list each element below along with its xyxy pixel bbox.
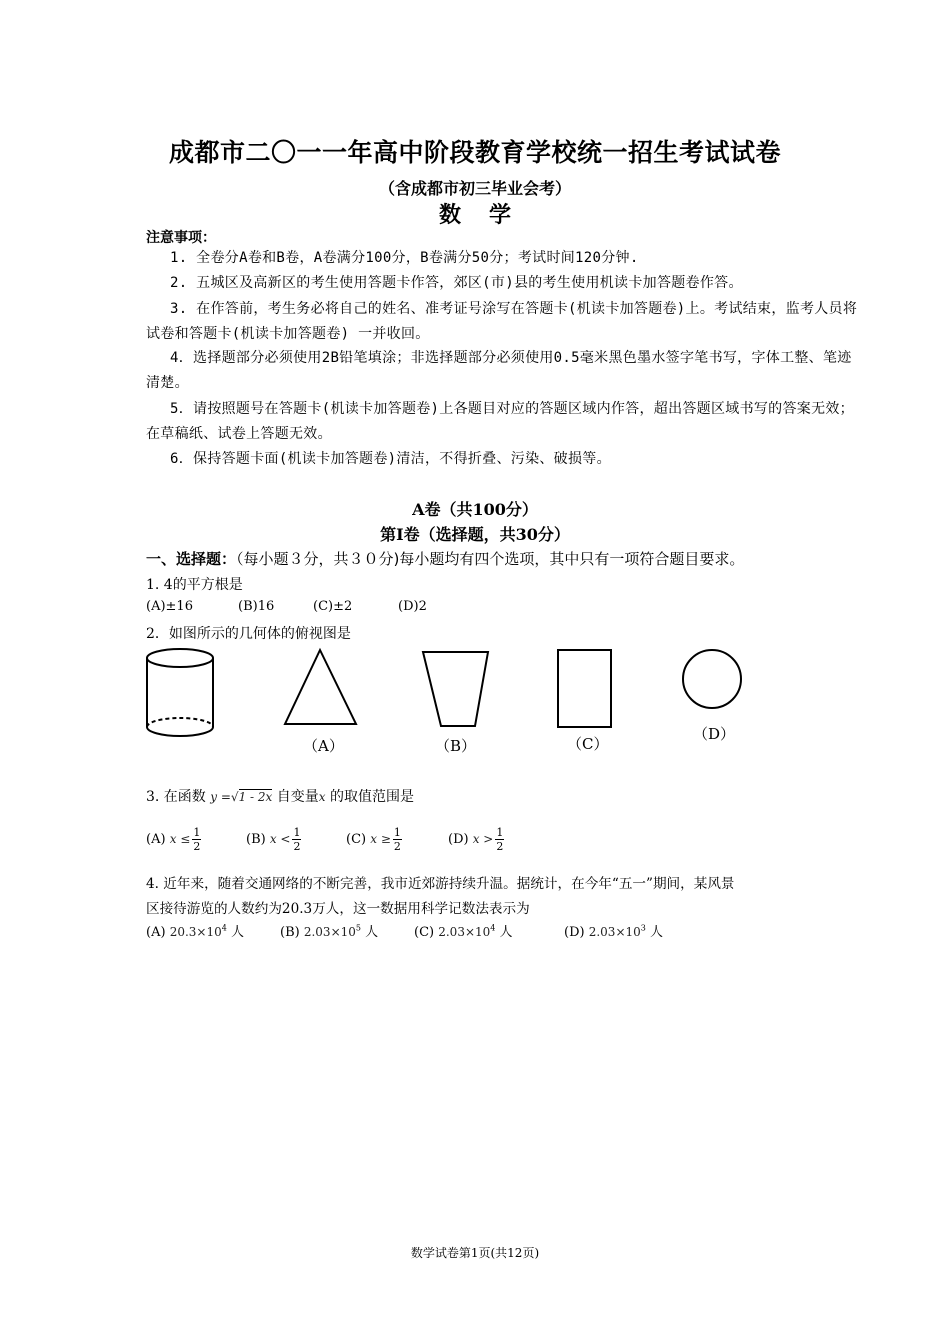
q3-b-num: 1 [293, 826, 301, 839]
rectangle-option-c [558, 650, 611, 727]
circle-option-d [683, 650, 741, 708]
q4-c-unit: 人 [499, 925, 513, 940]
q3-stem [146, 786, 414, 806]
q4-d-label: (D) [564, 925, 585, 940]
q3-d-label: (D) [448, 832, 469, 847]
q3-d-num: 1 [496, 826, 504, 839]
q3-var: x [318, 790, 326, 804]
note-item-3: 3. 在作答前，考生务必将自己的姓名、准考证号涂写在答题卡(机读卡加答题卷)上。考试结束，监考人员将试卷和答题卡(机读卡加答题卷) 一并收回。 [146, 301, 858, 342]
section-a-heading: A卷（共100分） [412, 500, 538, 519]
q3-a-den: 2 [193, 840, 201, 853]
q4-option-d [564, 921, 663, 940]
q4-b-base: 2.03×10 [303, 925, 356, 939]
q2-figures [140, 644, 760, 749]
q3-c-fraction [393, 826, 402, 853]
q4-option-b [280, 921, 378, 940]
q3-option-b [246, 826, 303, 853]
note-item-2: 2. 五城区及高新区的考生使用答题卡作答，郊区(市)县的考生使用机读卡加答题卷作答。 [170, 275, 743, 291]
cylinder-figure [147, 649, 213, 736]
notes-heading: 注意事项： [146, 230, 216, 246]
q4-b-unit: 人 [365, 925, 379, 940]
q2-label-b: （B） [435, 737, 477, 755]
mc-heading-rest: （每小题３分，共３０分)每小题均有四个选项，其中只有一项符合题目要求。 [236, 550, 745, 568]
q3-b-fraction [292, 826, 301, 853]
q1-option-a: (A)±16 [146, 599, 193, 614]
section-i-heading: 第Ⅰ卷（选择题，共30分） [380, 525, 570, 544]
q3-c-num: 1 [393, 826, 401, 839]
note-item-6: 6．保持答题卡面(机读卡加答题卷)清洁，不得折叠、污染、破损等。 [170, 451, 611, 467]
q4-a-label: (A) [146, 925, 166, 940]
q3-stem-post: 的取值范围是 [330, 789, 414, 805]
q4-a-exp: 4 [221, 923, 227, 933]
q3-b-label: (B) [246, 832, 266, 847]
q3-c-den: 2 [393, 840, 401, 853]
q4-stem-line2: 区接待游览的人数约为20.3万人，这一数据用科学记数法表示为 [146, 901, 530, 917]
note-item-5: 5．请按照题号在答题卡(机读卡加答题卷)上各题目对应的答题区域内作答，超出答题区域书写的答案无效；在草稿纸、试卷上答题无效。 [146, 401, 854, 442]
q4-option-a [146, 921, 244, 940]
q2-label-c: （C） [567, 735, 609, 753]
q3-stem-mid: 自变量 [276, 789, 319, 805]
q1-option-b: (B)16 [238, 599, 275, 614]
q3-option-d [448, 826, 506, 853]
q2-label-a: （A） [303, 737, 344, 755]
q4-b-exp: 5 [355, 923, 361, 933]
q2-stem: 2．如图所示的几何体的俯视图是 [146, 626, 351, 642]
q4-d-unit: 人 [650, 925, 664, 940]
q1-option-d: (D)2 [398, 599, 427, 614]
q1-option-c: (C)±2 [313, 599, 353, 614]
q4-option-c [414, 921, 513, 940]
multiple-choice-heading [146, 548, 744, 569]
q4-c-exp: 4 [490, 923, 496, 933]
page-footer: 数学试卷第1页(共12页) [410, 1246, 540, 1260]
q3-d-lhs: x > [472, 832, 494, 846]
q3-a-fraction [192, 826, 201, 853]
q4-b-label: (B) [280, 925, 300, 940]
q2-label-d: （D） [693, 725, 736, 743]
q3-sqrt-sign: √ [230, 790, 239, 804]
q4-c-label: (C) [414, 925, 435, 940]
q3-option-a [146, 826, 203, 853]
q3-b-den: 2 [293, 840, 301, 853]
q3-d-den: 2 [496, 840, 504, 853]
q4-stem-line1: 4. 近年来，随着交通网络的不断完善，我市近郊游持续升温。据统计，在今年“五一”期间，某风景 [146, 876, 735, 892]
q3-formula-y: y = [210, 790, 231, 804]
q4-d-base: 2.03×10 [588, 925, 641, 939]
note-item-1: 1. 全卷分A卷和B卷，A卷满分100分，B卷满分50分；考试时间120分钟. [170, 250, 639, 266]
exam-subtitle: （含成都市初三毕业会考） [378, 179, 571, 198]
trapezoid-option-b [423, 652, 488, 726]
q3-radicand: 1 - 2x [238, 790, 273, 804]
q4-a-unit: 人 [230, 925, 244, 940]
q3-c-label: (C) [346, 832, 367, 847]
q3-a-lhs: x ≤ [169, 832, 191, 846]
q3-a-num: 1 [193, 826, 201, 839]
subject-heading: 数学 [438, 203, 539, 228]
q4-a-base: 20.3×10 [169, 925, 222, 939]
q3-option-c [346, 826, 404, 853]
q3-a-label: (A) [146, 832, 166, 847]
q3-b-lhs: x < [269, 832, 291, 846]
q4-c-base: 2.03×10 [438, 925, 491, 939]
q3-d-fraction [495, 826, 504, 853]
triangle-option-a [285, 650, 356, 724]
mc-heading-bold: 一、选择题： [146, 550, 237, 568]
q3-c-lhs: x ≥ [370, 832, 391, 846]
note-item-4: 4．选择题部分必须使用2B铅笔填涂；非选择题部分必须使用0.5毫米黑色墨水签字笔书写，字体工整、笔迹清楚。 [146, 350, 852, 391]
exam-title: 成都市二〇一一年高中阶段教育学校统一招生考试试卷 [168, 138, 781, 167]
q4-d-exp: 3 [640, 923, 646, 933]
q1-stem: 1. 4的平方根是 [146, 577, 243, 593]
q3-stem-pre: 3. 在函数 [146, 789, 206, 805]
